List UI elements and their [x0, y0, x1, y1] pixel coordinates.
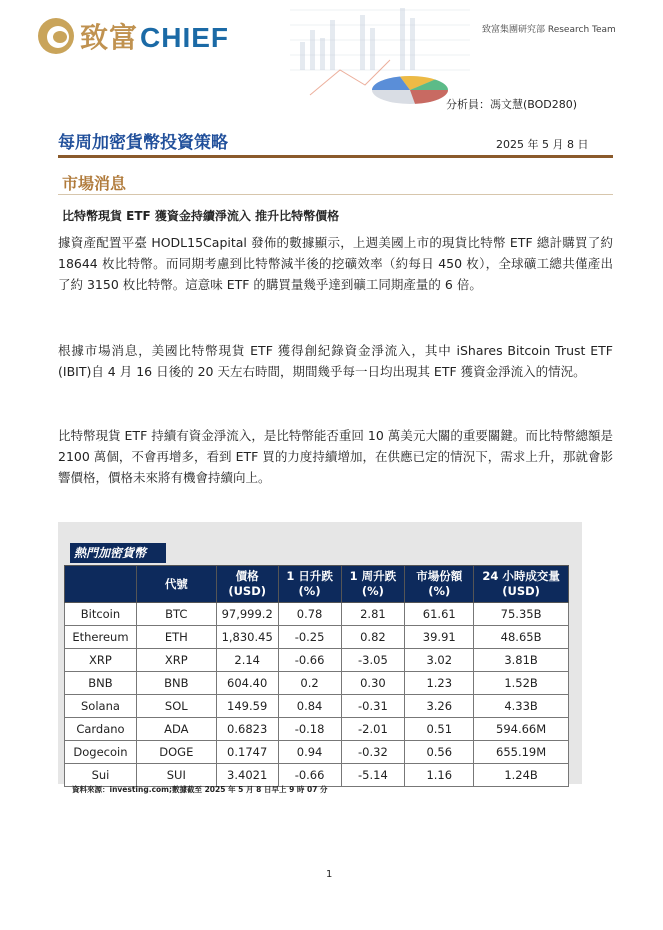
table-cell: SUI: [136, 764, 216, 787]
column-header: 1 日升跌 (%): [278, 566, 341, 603]
table-cell: 0.2: [278, 672, 341, 695]
table-cell: ADA: [136, 718, 216, 741]
table-cell: Sui: [65, 764, 137, 787]
table-row: [65, 649, 569, 672]
table-cell: 0.84: [278, 695, 341, 718]
table-row: [65, 741, 569, 764]
table-source-note: 資料來源：investing.com;數據截至 2025 年 5 月 8 日早上 9 時 07 分: [72, 785, 328, 794]
table-cell: 39.91: [405, 626, 474, 649]
table-cell: 3.26: [405, 695, 474, 718]
table-cell: 0.51: [405, 718, 474, 741]
table-cell: 3.81B: [474, 649, 569, 672]
table-cell: Ethereum: [65, 626, 137, 649]
table-cell: 3.4021: [216, 764, 278, 787]
table-cell: 0.1747: [216, 741, 278, 764]
page-number: 1: [326, 869, 333, 880]
table-cell: XRP: [65, 649, 137, 672]
table-cell: Cardano: [65, 718, 137, 741]
table-cell: 2.81: [341, 603, 405, 626]
logo-emblem-icon: [38, 18, 74, 54]
table-cell: 4.33B: [474, 695, 569, 718]
table-cell: SOL: [136, 695, 216, 718]
table-cell: Dogecoin: [65, 741, 137, 764]
column-header: 24 小時成交量(USD): [474, 566, 569, 603]
table-cell: -3.05: [341, 649, 405, 672]
column-header: 1 周升跌 (%): [341, 566, 405, 603]
table-cell: 594.66M: [474, 718, 569, 741]
column-header: [65, 566, 137, 603]
table-cell: -0.66: [278, 649, 341, 672]
table-cell: 0.78: [278, 603, 341, 626]
table-cell: XRP: [136, 649, 216, 672]
table-cell: 1.23: [405, 672, 474, 695]
table-cell: 0.94: [278, 741, 341, 764]
column-header: 市場份額 (%): [405, 566, 474, 603]
news-headline: 比特幣現貨 ETF 獲資金持續淨流入 推升比特幣價格: [62, 209, 340, 223]
table-cell: 0.6823: [216, 718, 278, 741]
column-header: 代號: [136, 566, 216, 603]
logo-english: CHIEF: [140, 22, 230, 53]
news-paragraph-2: 根據市場消息，美國比特幣現貨 ETF 獲得創紀錄資金淨流入，其中 iShares Bitcoin Trust ETF (IBIT)自 4 月 16 日後的 20 天左右時間，期間幾乎每一日均出現其 ETF 獲資金淨流入的情況。: [58, 343, 613, 379]
table-row: [65, 695, 569, 718]
table-cell: ETH: [136, 626, 216, 649]
column-header: 價格 (USD): [216, 566, 278, 603]
table-cell: BTC: [136, 603, 216, 626]
table-cell: BNB: [65, 672, 137, 695]
research-team-label: 致富集團研究部 Research Team: [482, 25, 616, 35]
section-heading: 市場消息: [62, 174, 127, 193]
section-divider: [58, 194, 613, 195]
crypto-table-title: 熱門加密貨幣: [70, 543, 166, 563]
table-row: [65, 603, 569, 626]
table-cell: 75.35B: [474, 603, 569, 626]
report-title: 每周加密貨幣投資策略: [58, 133, 228, 153]
table-cell: -2.01: [341, 718, 405, 741]
table-row: [65, 672, 569, 695]
company-logo: [38, 16, 229, 56]
table-cell: -0.31: [341, 695, 405, 718]
table-cell: 1.24B: [474, 764, 569, 787]
table-row: [65, 718, 569, 741]
table-row: [65, 626, 569, 649]
table-header-row: [65, 566, 569, 603]
news-paragraph-1: 據資產配置平臺 HODL15Capital 發佈的數據顯示，上週美國上市的現貨比特幣 ETF 總計購買了約 18644 枚比特幣。而同期考慮到比特幣減半後的挖礦效率（約每日 450 枚），全球礦工總共僅產出了約 3150 枚比特幣。這意味 ETF 的購買量幾乎達到礦工同期產量的 6 倍。: [58, 235, 613, 292]
table-cell: 1.52B: [474, 672, 569, 695]
table-cell: 655.19M: [474, 741, 569, 764]
table-cell: 1.16: [405, 764, 474, 787]
table-cell: 1,830.45: [216, 626, 278, 649]
table-cell: DOGE: [136, 741, 216, 764]
table-cell: -0.66: [278, 764, 341, 787]
table-cell: 48.65B: [474, 626, 569, 649]
table-cell: 604.40: [216, 672, 278, 695]
logo-chinese: 致富: [80, 22, 139, 53]
table-cell: 0.30: [341, 672, 405, 695]
table-cell: -0.18: [278, 718, 341, 741]
table-cell: -0.25: [278, 626, 341, 649]
table-cell: Solana: [65, 695, 137, 718]
table-cell: -0.32: [341, 741, 405, 764]
crypto-table: [64, 565, 569, 787]
title-divider: [58, 155, 613, 158]
table-cell: 61.61: [405, 603, 474, 626]
news-paragraph-3: 比特幣現貨 ETF 持續有資金淨流入，是比特幣能否重回 10 萬美元大關的重要關鍵。而比特幣總額是 2100 萬個，不會再增多，看到 ETF 買的力度持續增加，在供應已定的情況下，需求上升，那就會影響價格，價格未來將有機會持續向上。: [58, 428, 613, 485]
table-cell: Bitcoin: [65, 603, 137, 626]
table-cell: 149.59: [216, 695, 278, 718]
table-cell: 0.82: [341, 626, 405, 649]
table-cell: 97,999.2: [216, 603, 278, 626]
table-cell: 2.14: [216, 649, 278, 672]
table-cell: 0.56: [405, 741, 474, 764]
analyst-name: 分析員：馮文慧(BOD280): [446, 98, 578, 111]
report-date: 2025 年 5 月 8 日: [496, 138, 589, 151]
table-cell: 3.02: [405, 649, 474, 672]
table-cell: -5.14: [341, 764, 405, 787]
table-cell: BNB: [136, 672, 216, 695]
